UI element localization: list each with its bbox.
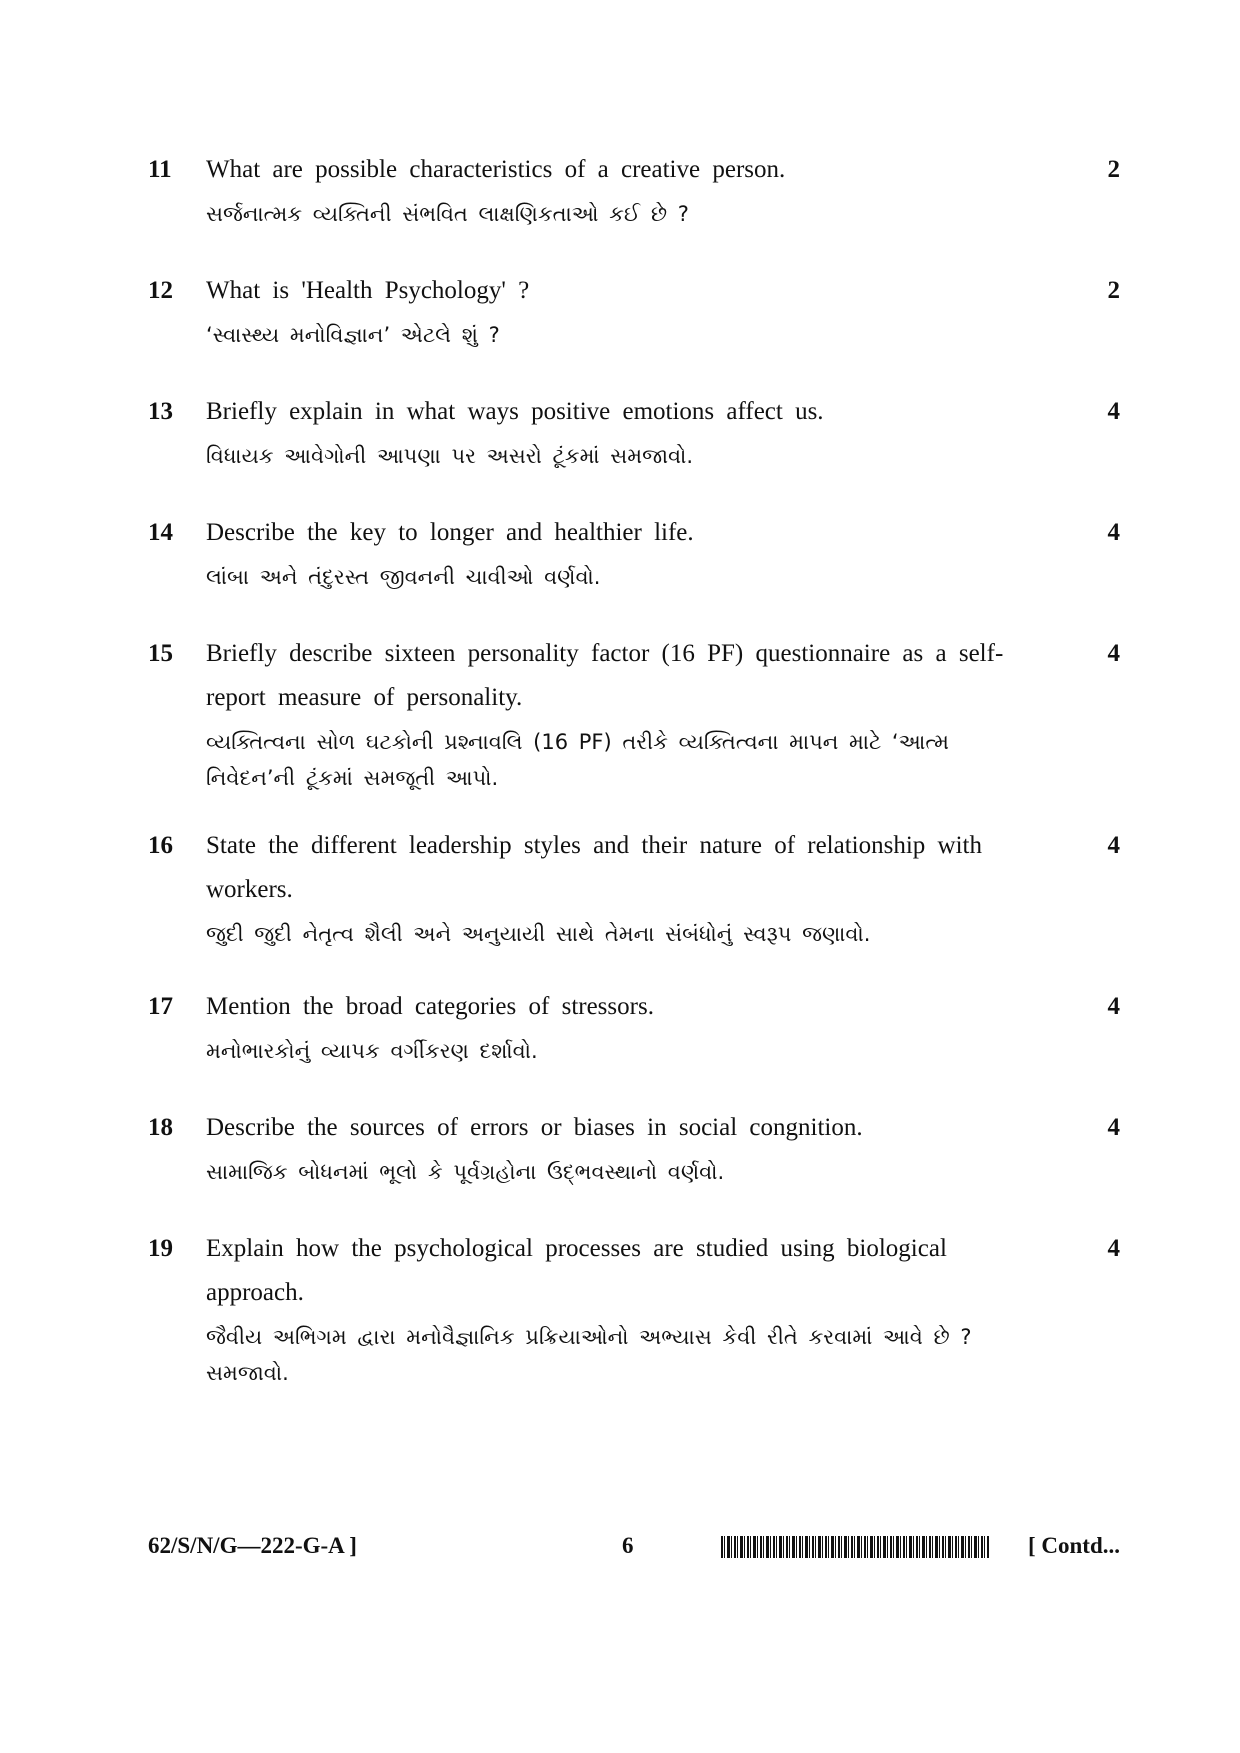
- question-body: [206, 269, 1046, 353]
- page-footer: [148, 1526, 1120, 1566]
- question-body: [206, 1227, 1046, 1391]
- page-number: 6: [622, 1533, 634, 1558]
- question-body: [206, 148, 1046, 232]
- question-number: 15: [148, 640, 173, 667]
- question-marks: 4: [1107, 1235, 1120, 1262]
- question-marks: 4: [1107, 398, 1120, 425]
- question-text-gujarati: જૈવીય અભિગમ દ્વારા મનોવૈજ્ઞાનિક પ્રક્રિયાઓનો અભ્યાસ કેવી રીતે કરવામાં આવે છે ? સમજાવો.: [206, 1325, 972, 1385]
- question-number: 12: [148, 277, 173, 304]
- question-number: 17: [148, 993, 173, 1020]
- question-text-english: Briefly describe sixteen personality factor (16 PF) questionnaire as a self-report measure of personality.: [206, 640, 1004, 711]
- question-number: 13: [148, 398, 173, 425]
- question-text-english: Mention the broad categories of stressors.: [206, 993, 654, 1020]
- question-marks: 4: [1107, 993, 1120, 1020]
- barcode-image: [721, 1536, 989, 1558]
- question-marks: 4: [1107, 832, 1120, 859]
- question-text-gujarati: સર્જનાત્મક વ્યક્તિની સંભવિત લાક્ષણિકતાઓ કઈ છે ?: [206, 202, 689, 226]
- question-body: [206, 632, 1046, 796]
- question-text-english: What are possible characteristics of a creative person.: [206, 156, 786, 183]
- question-number: 14: [148, 519, 173, 546]
- question-number: 18: [148, 1114, 173, 1141]
- question-body: [206, 390, 1046, 474]
- question-text-english: What is 'Health Psychology' ?: [206, 277, 530, 304]
- question-text-gujarati: વ્યક્તિત્વના સોળ ઘટકોની પ્રશ્નાવલિ (16 PF) તરીકે વ્યક્તિત્વના માપન માટે ‘આત્મ નિવેદન’ની ટૂંકમાં સમજૂતી આપો.: [206, 730, 949, 790]
- question-text-gujarati: લાંબા અને તંદુરસ્ત જીવનની ચાવીઓ વર્ણવો.: [206, 565, 601, 589]
- question-marks: 2: [1107, 156, 1120, 183]
- question-body: [206, 985, 1046, 1069]
- question-text-english: Briefly explain in what ways positive emotions affect us.: [206, 398, 824, 425]
- question-number: 16: [148, 832, 173, 859]
- question-body: [206, 824, 1046, 952]
- question-text-gujarati: મનોભારકોનું વ્યાપક વર્ગીકરણ દર્શાવો.: [206, 1039, 538, 1063]
- question-text-gujarati: વિધાયક આવેગોની આપણા પર અસરો ટૂંકમાં સમજાવો.: [206, 444, 694, 468]
- question-text-gujarati: ‘સ્વાસ્થ્ય મનોવિજ્ઞાન’ એટલે શું ?: [206, 323, 500, 347]
- question-marks: 2: [1107, 277, 1120, 304]
- question-text-english: State the different leadership styles and their nature of relationship with workers.: [206, 832, 982, 903]
- question-body: [206, 1106, 1046, 1190]
- question-marks: 4: [1107, 519, 1120, 546]
- question-text-english: Describe the key to longer and healthier life.: [206, 519, 694, 546]
- question-text-gujarati: સામાજિક બોધનમાં ભૂલો કે પૂર્વગ્રહોના ઉદ્ભવસ્થાનો વર્ણવો.: [206, 1160, 725, 1184]
- question-number: 19: [148, 1235, 173, 1262]
- question-text-gujarati: જુદી જુદી નેતૃત્વ શૈલી અને અનુયાયી સાથે તેમના સંબંધોનું સ્વરૂપ જણાવો.: [206, 922, 871, 946]
- paper-code: 62/S/N/G—222-G-A ]: [148, 1533, 357, 1558]
- question-marks: 4: [1107, 640, 1120, 667]
- continued-label: [ Contd...: [1027, 1533, 1120, 1558]
- question-body: [206, 511, 1046, 595]
- question-number: 11: [148, 156, 172, 183]
- question-text-english: Describe the sources of errors or biases in social congnition.: [206, 1114, 863, 1141]
- question-text-english: Explain how the psychological processes are studied using biological approach.: [206, 1235, 947, 1306]
- question-marks: 4: [1107, 1114, 1120, 1141]
